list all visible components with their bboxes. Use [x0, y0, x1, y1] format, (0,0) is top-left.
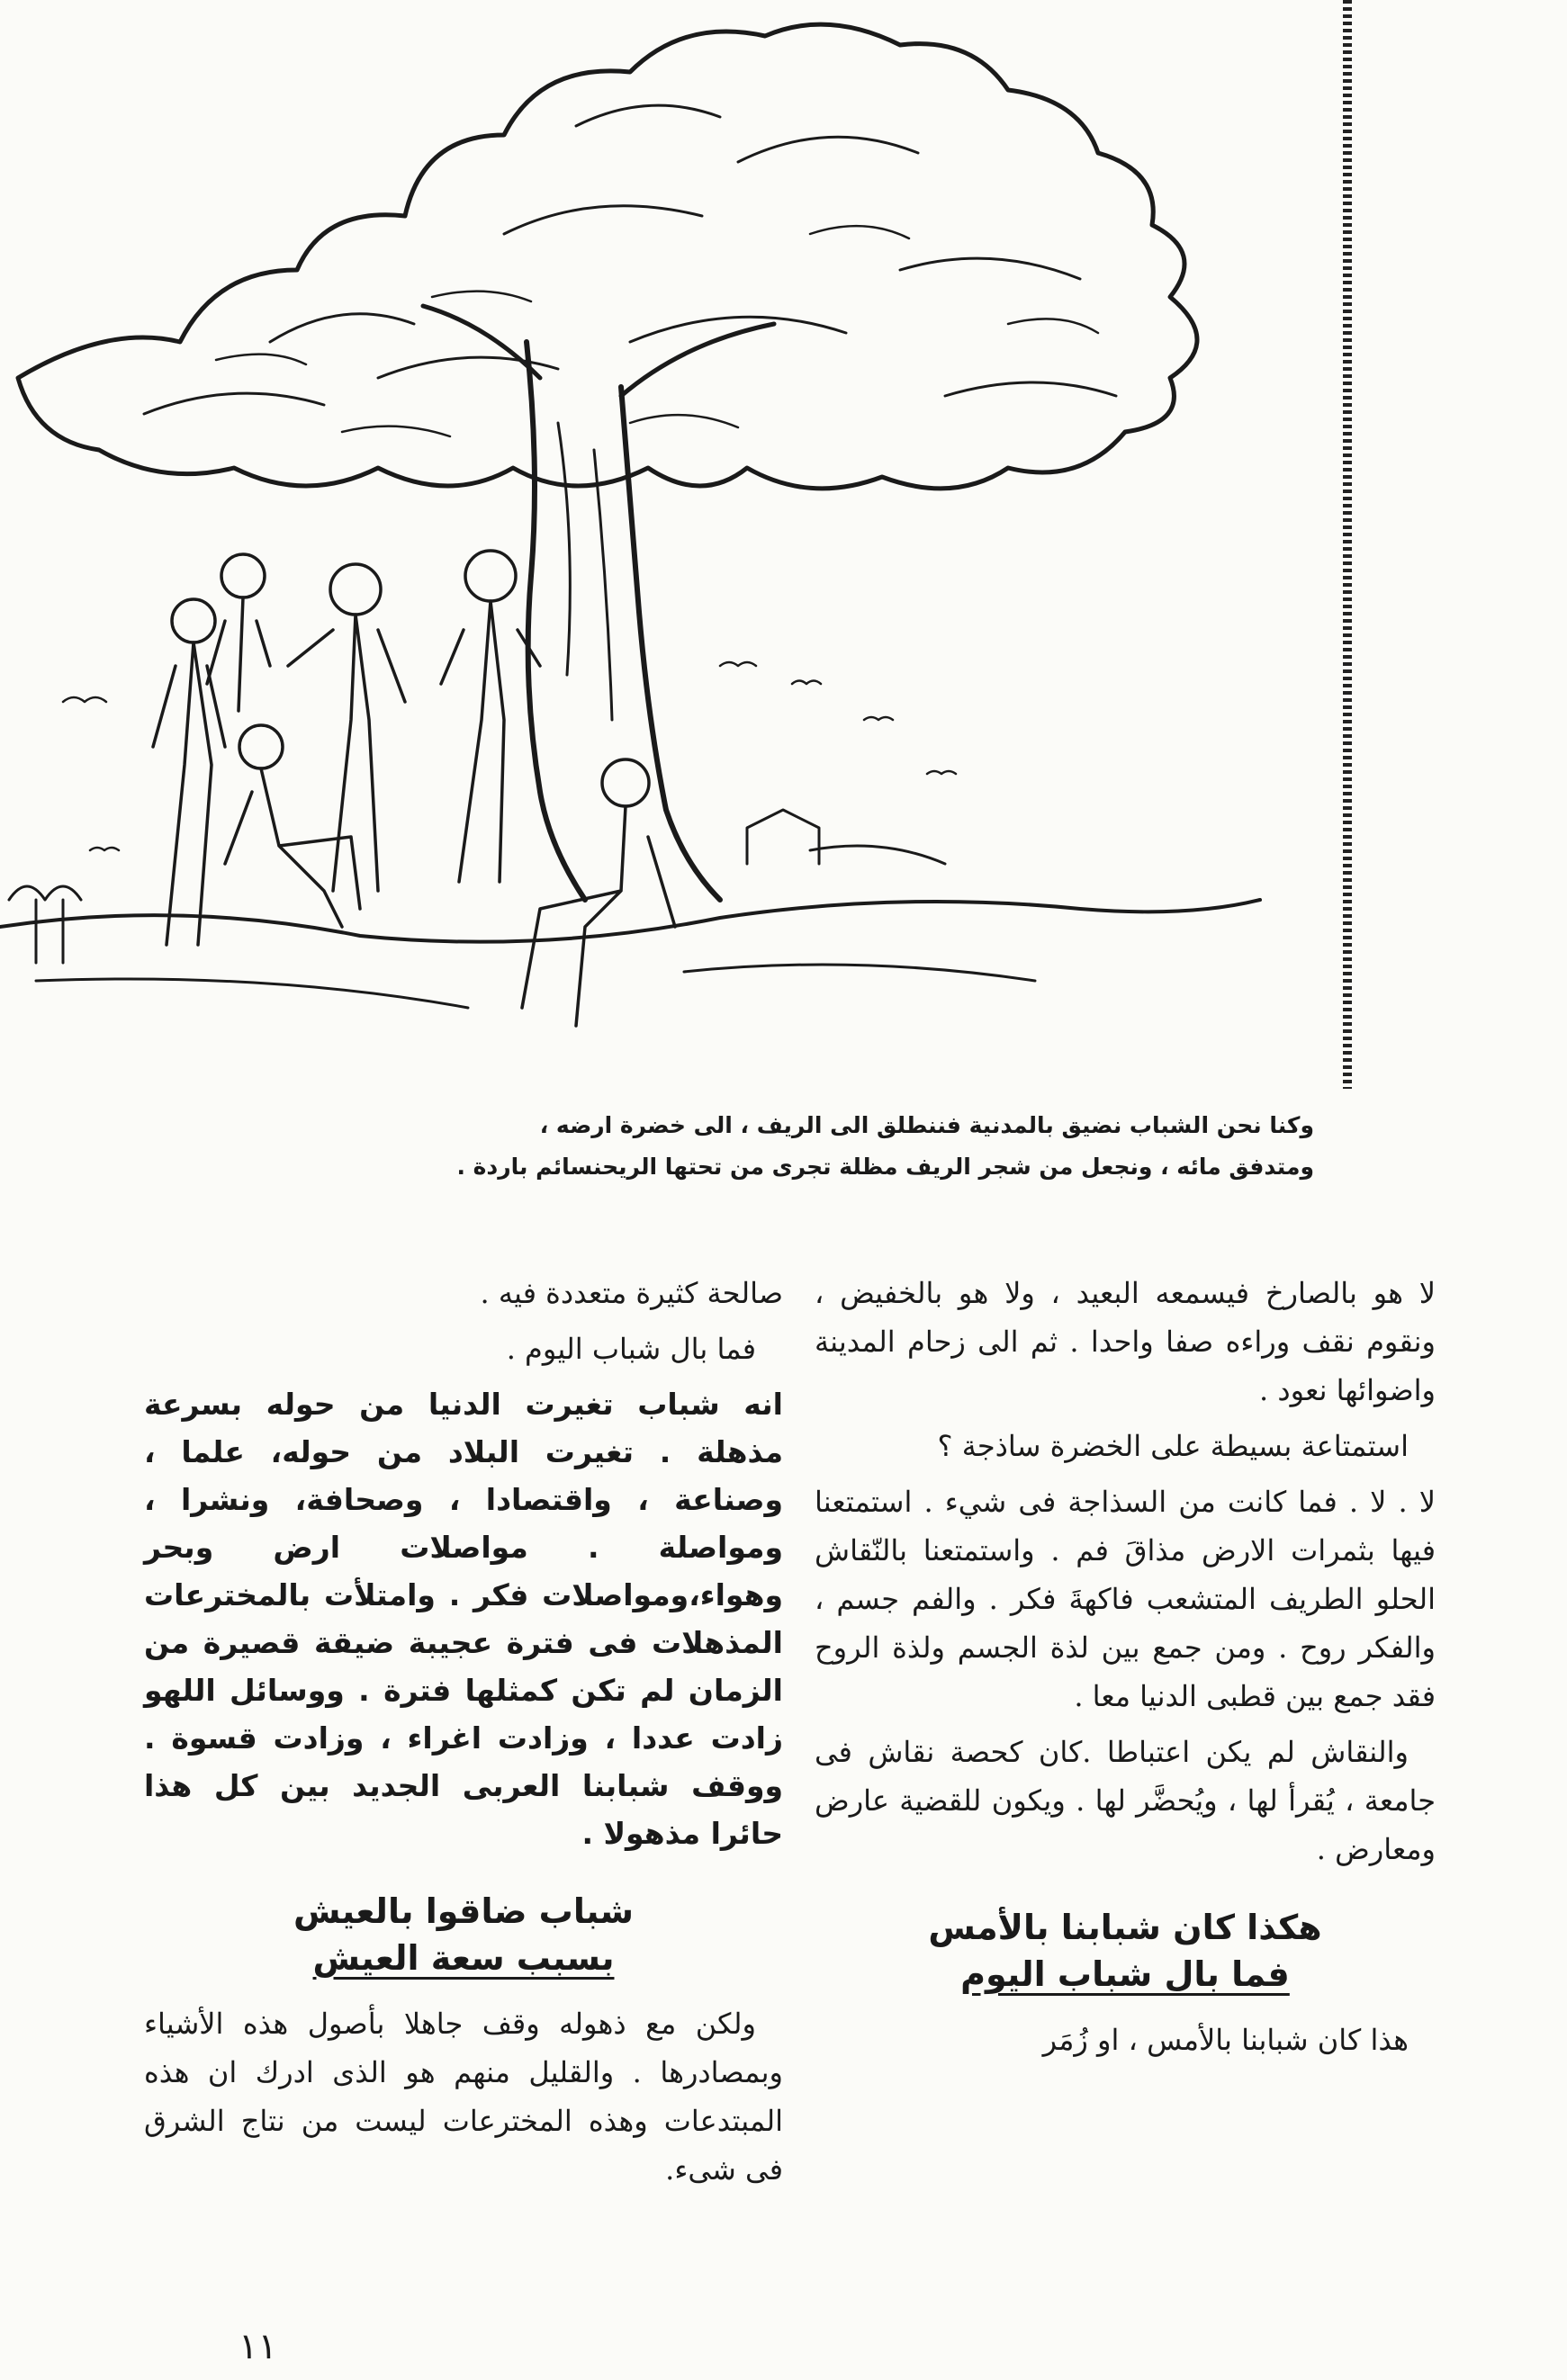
illustration-caption: [288, 1105, 1314, 1188]
heading-line: هكذا كان شبابنا بالأمس: [928, 1908, 1322, 1947]
paragraph: استمتاعة بسيطة على الخضرة ساذجة ؟: [937, 1429, 1409, 1463]
paragraph: فما بال شباب اليوم .: [506, 1332, 756, 1366]
paragraph: هذا كان شبابنا بالأمس ، او زُمَر: [1042, 2023, 1409, 2057]
paragraph: والنقاش لم يكن اعتباطا .كان كحصة نقاش فى جامعة ، يُقرأ لها ، ويُحضَّر لها . ويكون للقضية عارض ومعارض .: [815, 1735, 1436, 1866]
heading-line: شباب ضاقوا بالعيش: [293, 1891, 634, 1931]
paragraph: لا . لا . فما كانت من السذاجة فى شيء . استمتعنا فيها بثمرات الارض مذاقَ فم . واستمتعنا بالنّقاش الحلو الطريف المتشعب فاكهةَ فكر . والفم جسم ، والفكر روح . ومن جمع بين لذة الجسم ولذة الروح فقد جمع بين قطبى الدنيا معا .: [815, 1485, 1436, 1713]
section-heading: [144, 1888, 783, 1981]
heading-line: فما بال شباب اليوم: [960, 1954, 1290, 1994]
bold-paragraph: انه شباب تغيرت الدنيا من حوله بسرعة مذهلة . تغيرت البلاد من حوله، علما ، وصناعة ، واقتصادا ، وصحافة، ونشرا ، ومواصلة . مواصلات ارض وبحر وهواء،ومواصلات فكر . وامتلأت بالمخترعات المذهلات فى فترة عجيبة ضيقة قصيرة من الزمان لم تكن كمثلها فترة . ووسائل اللهو زادت عددا ، وزادت اغراء ، وزادت قسوة . ووقف شبابنا العربى الجديد بين كل هذا حائرا مذهولا .: [144, 1387, 783, 1851]
heading-line: بسبب سعة العيش: [312, 1938, 615, 1978]
page-number: ١١: [239, 2326, 277, 2367]
caption-line-1: وكنا نحن الشباب نضيق بالمدنية فننطلق الى الريف ، الى خضرة ارضه ،: [539, 1112, 1314, 1138]
paragraph: ولكن مع ذهوله وقف جاهلا بأصول هذه الأشياء وبمصادرها . والقليل منهم هو الذى ادرك ان هذه المبتدعات وهذه المخترعات ليست من نتاج الشرق فى شىء.: [144, 2007, 783, 2187]
scan-edge-strip: [1341, 0, 1354, 1089]
article-column-left: [144, 1269, 783, 2201]
article-column-right: [815, 1269, 1436, 2071]
caption-line-2: ومتدفق مائه ، ونجعل من شجر الريف مظلة تجرى من تحتها الريحنسائم باردة .: [456, 1154, 1314, 1180]
paragraph: لا هو بالصارخ فيسمعه البعيد ، ولا هو بالخفيض ، ونقوم نقف وراءه صفا واحدا . ثم الى زحام المدينة واضوائها نعود .: [815, 1276, 1436, 1407]
section-heading: [815, 1904, 1436, 1998]
paragraph: صالحة كثيرة متعددة فيه .: [480, 1276, 783, 1310]
tree-illustration: [0, 0, 1377, 1075]
